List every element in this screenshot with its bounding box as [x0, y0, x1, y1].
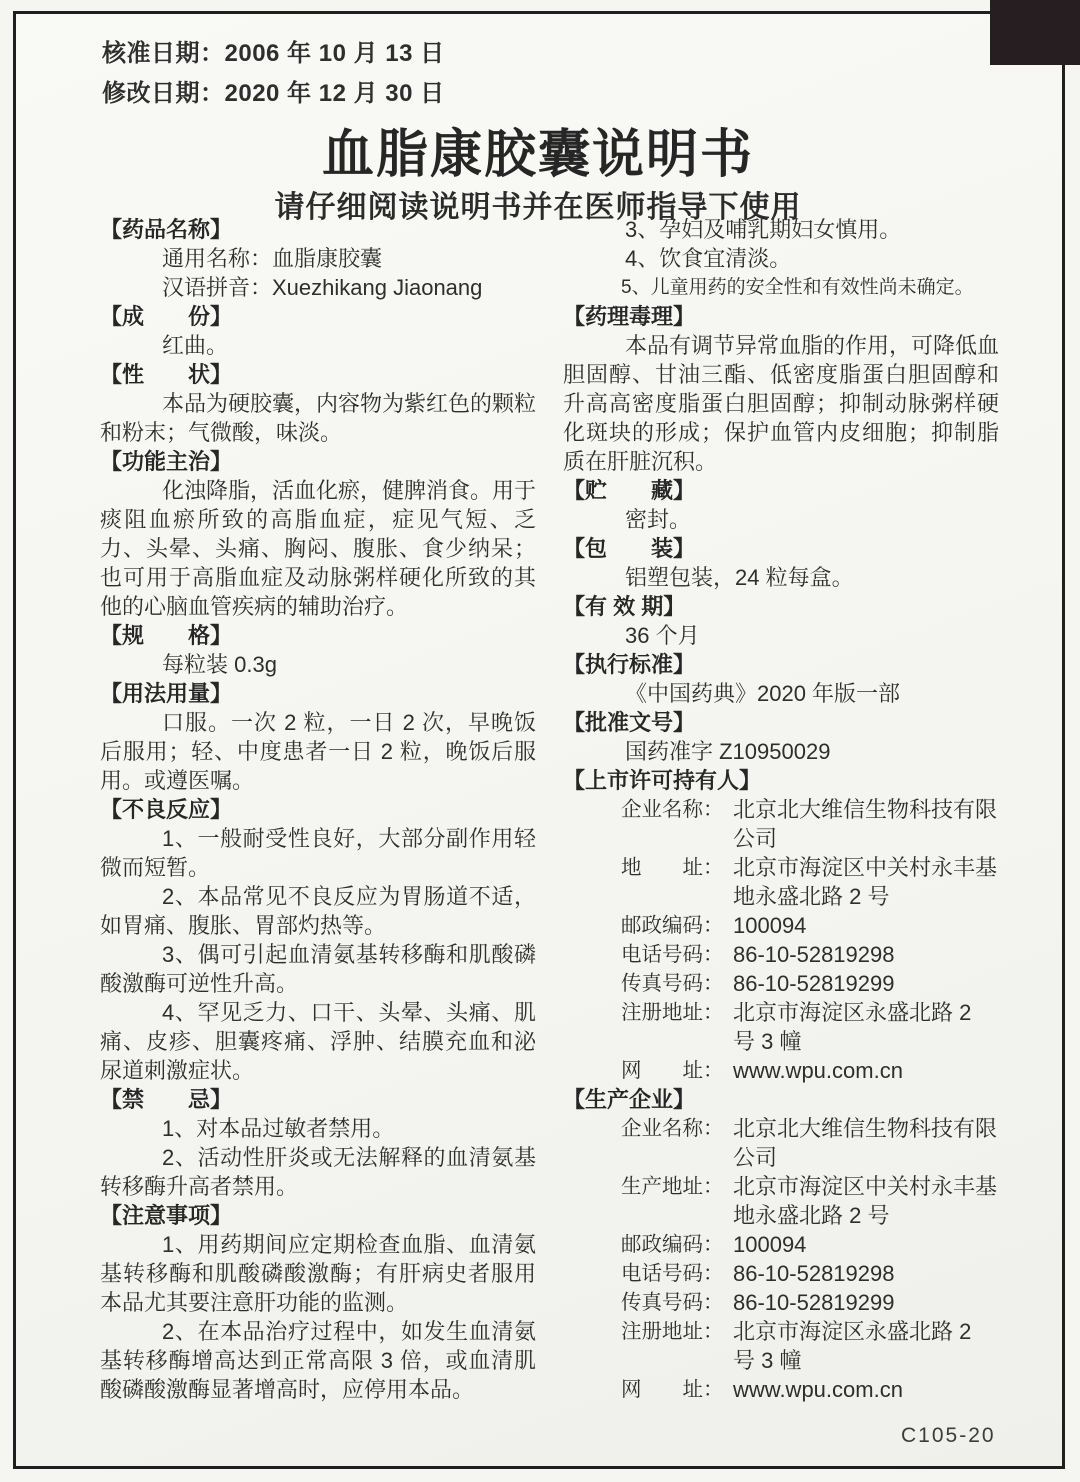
field-label: 邮政编码：: [621, 1233, 724, 1256]
section-heading: 【药品名称】: [100, 217, 233, 242]
left-column: [100, 215, 536, 1404]
section-heading: 【功能主治】: [100, 449, 233, 474]
field-value: 100094: [733, 1232, 807, 1257]
field-row: [621, 1317, 999, 1375]
field-label: 注册地址：: [621, 1320, 724, 1343]
field-label: 网 址：: [621, 1059, 724, 1082]
field-value: www.wpu.com.cn: [733, 1058, 903, 1083]
section-heading: 【生产企业】: [563, 1087, 696, 1112]
field-label: 邮政编码：: [621, 914, 724, 937]
page-subtitle: 请仔细阅读说明书并在医师指导下使用: [274, 191, 802, 224]
section-heading: 【包 装】: [563, 536, 696, 561]
field-value: www.wpu.com.cn: [733, 1377, 903, 1402]
paragraph: 本品为硬胶囊，内容物为紫红色的颗粒和粉末；气微酸，味淡。: [100, 391, 537, 445]
section-heading: 【上市许可持有人】: [563, 768, 762, 793]
paragraph: 2、本品常见不良反应为胃肠道不适，如胃痛、腹胀、胃部灼热等。: [100, 884, 536, 938]
section-heading: 【规 格】: [100, 623, 233, 648]
page-title: 血脂康胶囊说明书: [321, 126, 754, 184]
field-value: 北京北大维信生物科技有限公司: [733, 797, 998, 851]
field-label: 网 址：: [621, 1378, 724, 1401]
section-heading: 【注意事项】: [100, 1203, 233, 1228]
field-label: 注册地址：: [621, 1001, 724, 1024]
field-row: [621, 1230, 999, 1259]
field-row: [621, 1288, 999, 1317]
field-value: 北京市海淀区中关村永丰基地永盛北路 2 号: [733, 1174, 998, 1228]
paragraph: 5、儿童用药的安全性和有效性尚未确定。: [621, 277, 974, 298]
paragraph: 红曲。: [162, 333, 229, 358]
paragraph: 国药准字 Z10950029: [625, 739, 831, 764]
field-value: 北京市海淀区永盛北路 2 号 3 幢: [733, 1319, 972, 1373]
paragraph: 本品有调节异常血脂的作用，可降低血胆固醇、甘油三酯、低密度脂蛋白胆固醇和升高高密度脂蛋白胆固醇；抑制动脉粥样硬化斑块的形成；保护血管内皮细胞；抑制脂质在肝脏沉积。: [563, 333, 1000, 474]
field-row: [621, 969, 999, 998]
section-heading: 【批准文号】: [563, 710, 696, 735]
paragraph: 1、一般耐受性良好，大部分副作用轻微而短暂。: [100, 826, 536, 880]
paragraph: 化浊降脂，活血化瘀，健脾消食。用于痰阻血瘀所致的高脂血症，症见气短、乏力、头晕、头痛、胸闷、腹胀、食少纳呆；也可用于高脂血症及动脉粥样硬化所致的其他的心脑血管疾病的辅助治疗。: [100, 478, 537, 619]
field-label: 地 址：: [621, 856, 724, 879]
field-label: 电话号码：: [621, 943, 724, 966]
paragraph: 2、活动性肝炎或无法解释的血清氨基转移酶升高者禁用。: [100, 1145, 536, 1199]
paragraph: 1、对本品过敏者禁用。: [162, 1116, 395, 1141]
field-row: [621, 795, 999, 853]
field-value: 100094: [733, 913, 807, 938]
field-label: 电话号码：: [621, 1262, 724, 1285]
section-heading: 【用法用量】: [100, 681, 233, 706]
section-heading: 【性 状】: [100, 362, 233, 387]
field-row: [621, 853, 999, 911]
date-block: [102, 34, 445, 114]
paragraph: 口服。一次 2 粒，一日 2 次，早晚饭后服用；轻、中度患者一日 2 粒，晚饭后服用。或遵医嘱。: [100, 710, 536, 793]
paragraph: 《中国药典》2020 年版一部: [625, 681, 901, 706]
field-row: [621, 911, 999, 940]
paragraph: 4、饮食宜清淡。: [625, 246, 792, 271]
field-value: 北京市海淀区中关村永丰基地永盛北路 2 号: [733, 855, 998, 909]
field-value: 86-10-52819298: [733, 942, 895, 967]
section-heading: 【药理毒理】: [563, 304, 696, 329]
paragraph: 3、孕妇及哺乳期妇女慎用。: [625, 217, 902, 242]
field-row: [621, 1114, 999, 1172]
paragraph: 1、用药期间应定期检查血脂、血清氨基转移酶和肌酸磷酸激酶；有肝病史者服用本品尤其要注意肝功能的监测。: [100, 1232, 536, 1315]
section-heading: 【禁 忌】: [100, 1087, 233, 1112]
field-value: 86-10-52819298: [733, 1261, 895, 1286]
field-row: [621, 1172, 999, 1230]
section-heading: 【有 效 期】: [563, 594, 686, 619]
field-label: 生产地址：: [621, 1175, 724, 1198]
paragraph: 2、在本品治疗过程中，如发生血清氨基转移酶增高达到正常高限 3 倍，或血清肌酸磷酸激酶显著增高时，应停用本品。: [100, 1319, 536, 1402]
field-label: 企业名称：: [621, 798, 724, 821]
section-heading: 【不良反应】: [100, 797, 233, 822]
field-row: [621, 1056, 999, 1085]
field-label: 传真号码：: [621, 972, 724, 995]
paragraph: 4、罕见乏力、口干、头晕、头痛、肌痛、皮疹、胆囊疼痛、浮肿、结膜充血和泌尿道刺激症状。: [100, 1000, 536, 1083]
right-column: [563, 215, 999, 1404]
section-heading: 【成 份】: [100, 304, 233, 329]
paragraph: 36 个月: [625, 623, 700, 648]
paragraph: 每粒装 0.3g: [162, 652, 277, 677]
paragraph: 密封。: [625, 507, 692, 532]
paragraph: 3、偶可引起血清氨基转移酶和肌酸磷酸激酶可逆性升高。: [100, 942, 536, 996]
footer-code: C105-20: [901, 1424, 996, 1447]
paragraph: 汉语拼音：Xuezhikang Jiaonang: [162, 275, 483, 300]
paragraph: 通用名称：血脂康胶囊: [162, 246, 383, 271]
field-row: [621, 1259, 999, 1288]
field-value: 北京市海淀区永盛北路 2 号 3 幢: [733, 1000, 972, 1054]
field-row: [621, 1375, 999, 1404]
field-value: 86-10-52819299: [733, 1290, 895, 1315]
photo-corner-mark: [990, 0, 1080, 65]
paragraph: 铝塑包装，24 粒每盒。: [625, 565, 854, 590]
field-row: [621, 940, 999, 969]
field-row: [621, 998, 999, 1056]
approval-date: 核准日期：2006 年 10 月 13 日: [102, 40, 445, 67]
field-value: 北京北大维信生物科技有限公司: [733, 1116, 998, 1170]
field-value: 86-10-52819299: [733, 971, 895, 996]
section-heading: 【执行标准】: [563, 652, 696, 677]
revision-date: 修改日期：2020 年 12 月 30 日: [102, 80, 445, 107]
field-label: 传真号码：: [621, 1291, 724, 1314]
section-heading: 【贮 藏】: [563, 478, 696, 503]
field-label: 企业名称：: [621, 1117, 724, 1140]
